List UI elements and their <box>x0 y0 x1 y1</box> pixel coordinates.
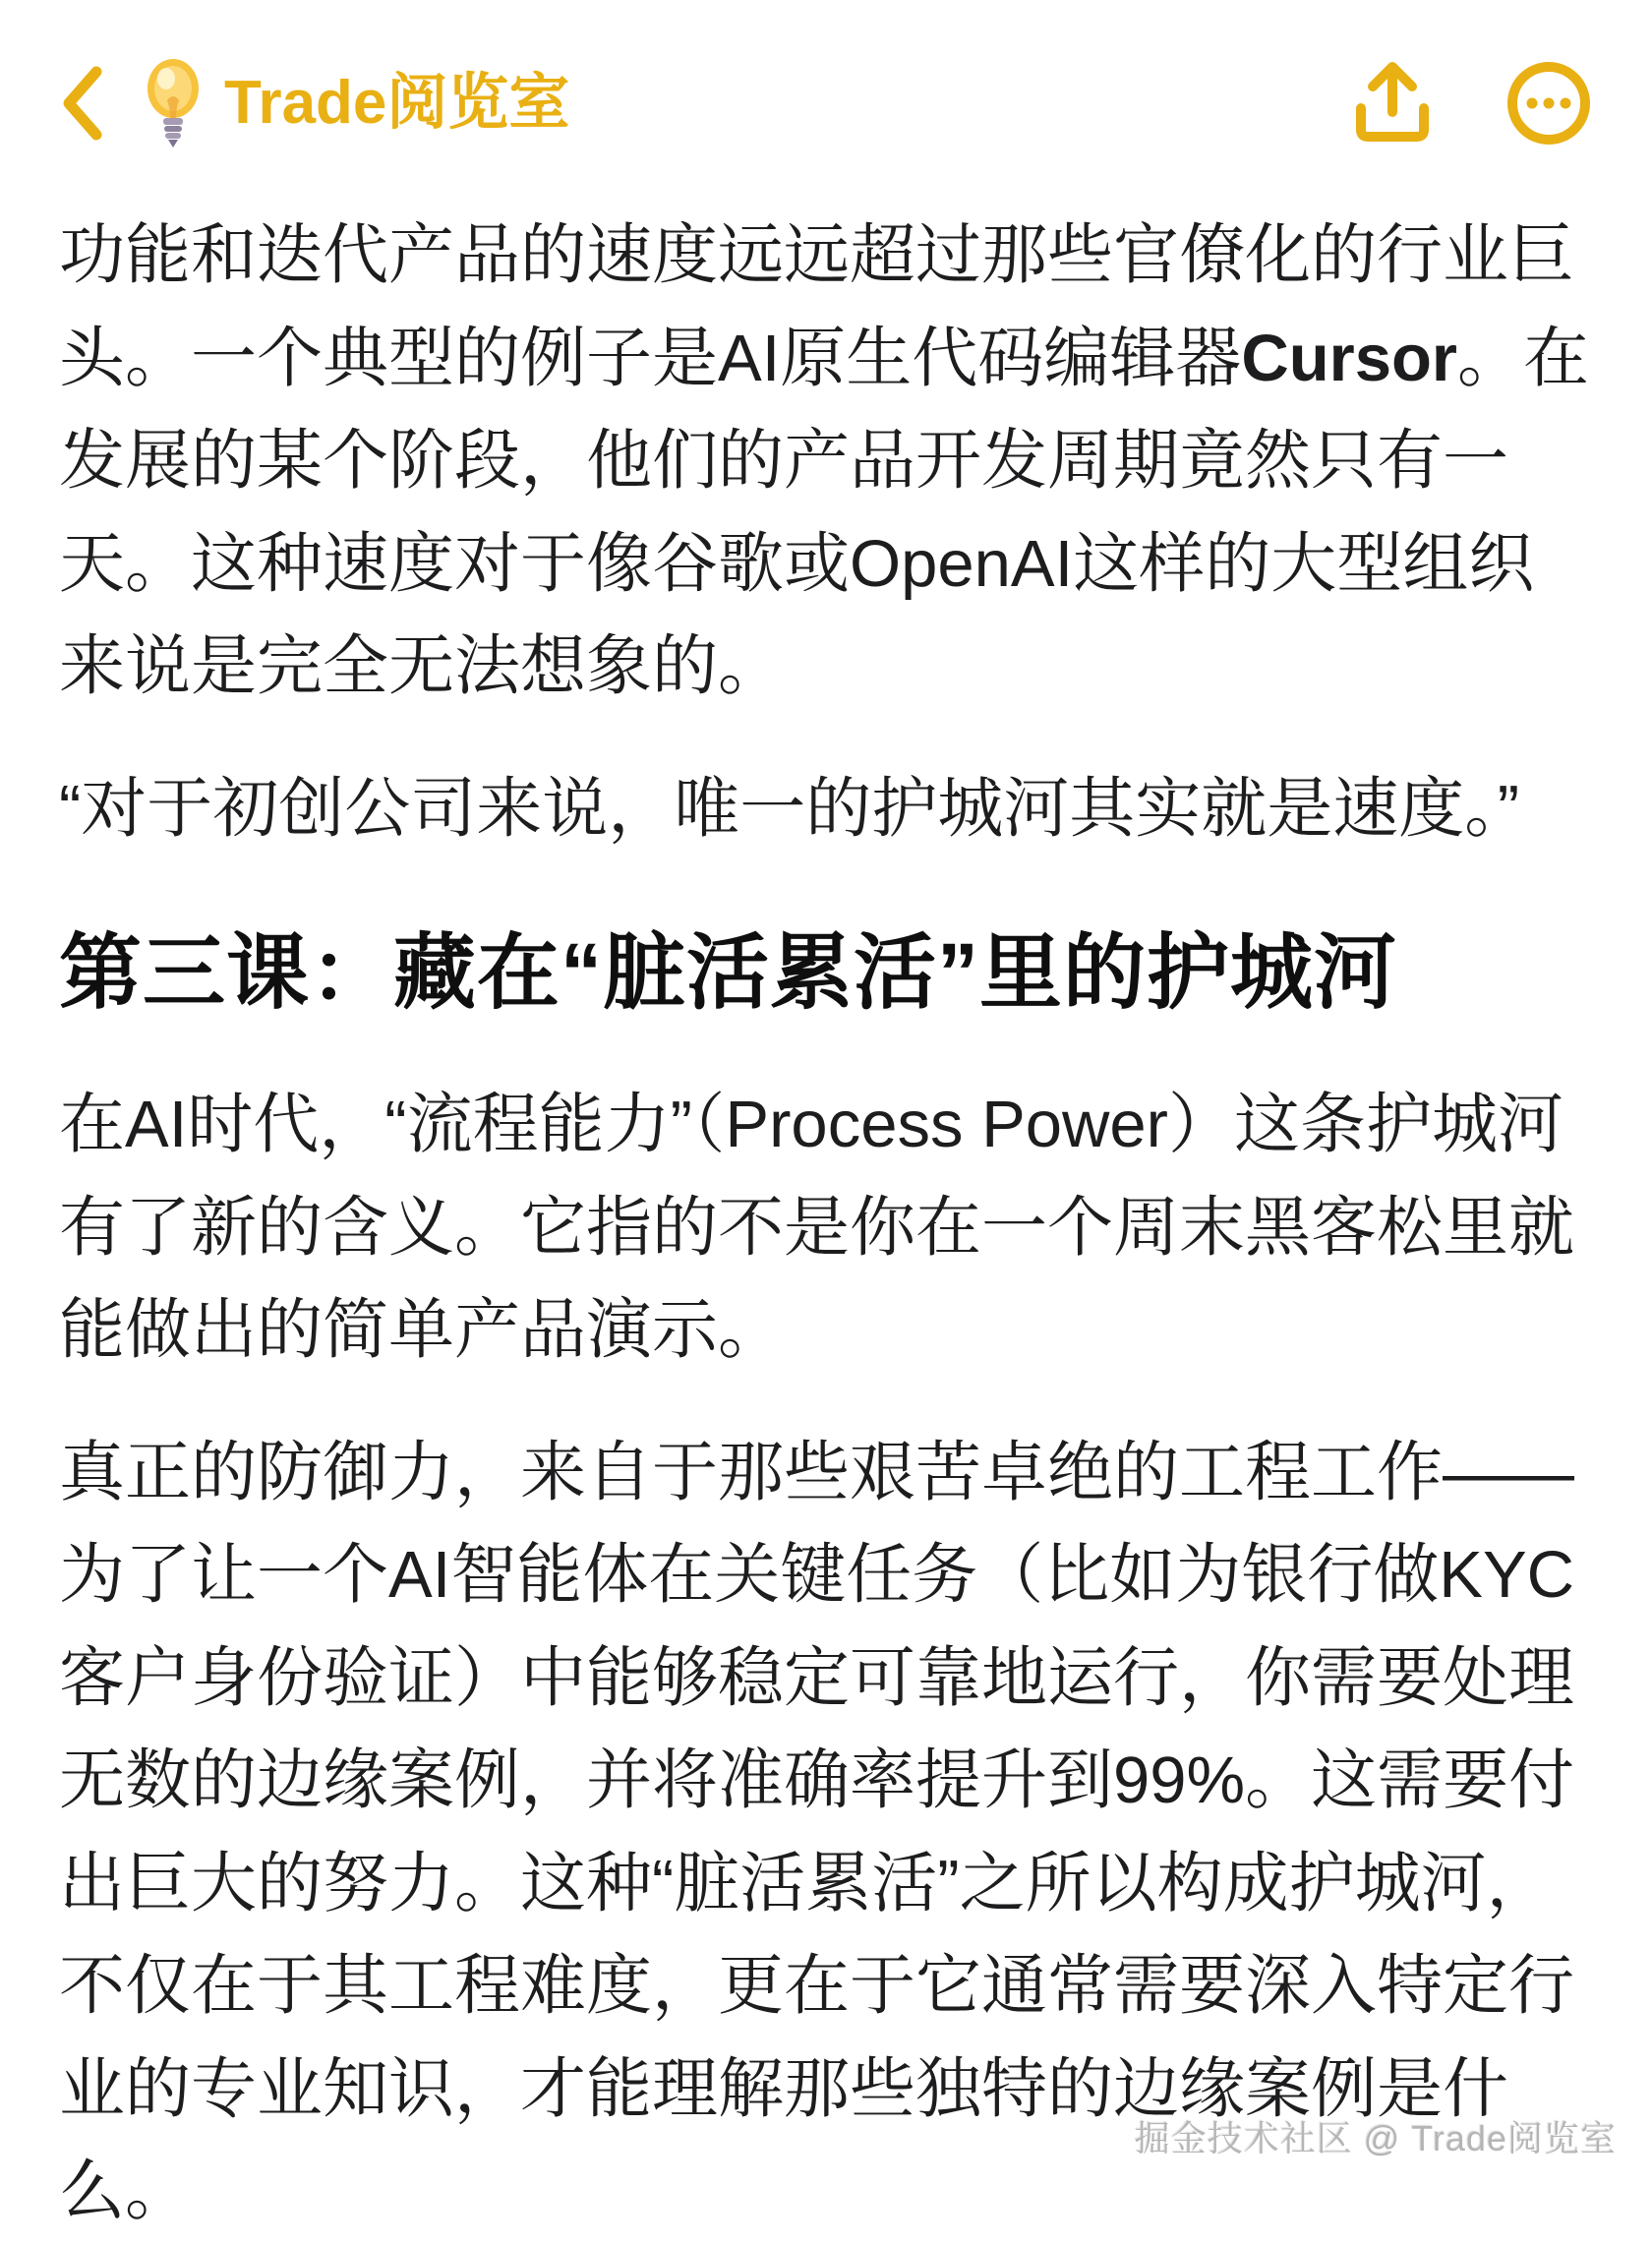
more-circle-icon <box>1506 61 1591 146</box>
paragraph-text: 。在发展的某个阶段，他们的产品开发周期竟然只有一天。这种速度对于像谷歌或OpenAI这样的大型组织来说是完全无法想象的。 <box>59 321 1589 704</box>
paragraph-1 <box>59 205 1593 719</box>
paragraph-2: 在AI时代，“流程能力”（Process Power）这条护城河有了新的含义。它指的不是你在一个周末黑客松里就能做出的简单产品演示。 <box>59 1088 1574 1368</box>
paragraph-text: 功能和迭代产品的速度远远超过那些官僚化的行业巨头。一个典型的例子是AI原生代码编辑器 <box>59 218 1574 395</box>
lightbulb-icon <box>146 57 201 149</box>
bold-term: Cursor <box>1241 321 1457 395</box>
header-bar <box>0 0 1652 161</box>
quote-paragraph: “对于初创公司来说，唯一的护城河其实就是速度。” <box>59 771 1520 846</box>
back-button[interactable] <box>61 66 102 141</box>
share-icon <box>1351 61 1434 146</box>
share-button[interactable] <box>1351 61 1434 146</box>
article-content <box>0 161 1652 2244</box>
watermark: 掘金技术社区 @ Trade阅览室 <box>1134 2118 1617 2158</box>
page-title: Trade阅览室 <box>224 69 570 137</box>
chevron-left-icon <box>61 66 102 141</box>
more-button[interactable] <box>1506 61 1591 146</box>
section-heading: 第三课：藏在“脏活累活”里的护城河 <box>59 926 1398 1020</box>
paragraph-3: 真正的防御力，来自于那些艰苦卓绝的工程工作——为了让一个AI智能体在关键任务（比如为银行做KYC客户身份验证）中能够稳定可靠地运行，你需要处理无数的边缘案例，并将准确率提升到99%。这需要付出巨大的努力。这种“脏活累活”之所以构成护城河，不仅在于其工程难度，更在于它通常需要深入特定行业的专业知识，才能理解那些独特的边缘案例是什么。 <box>59 1435 1575 2229</box>
